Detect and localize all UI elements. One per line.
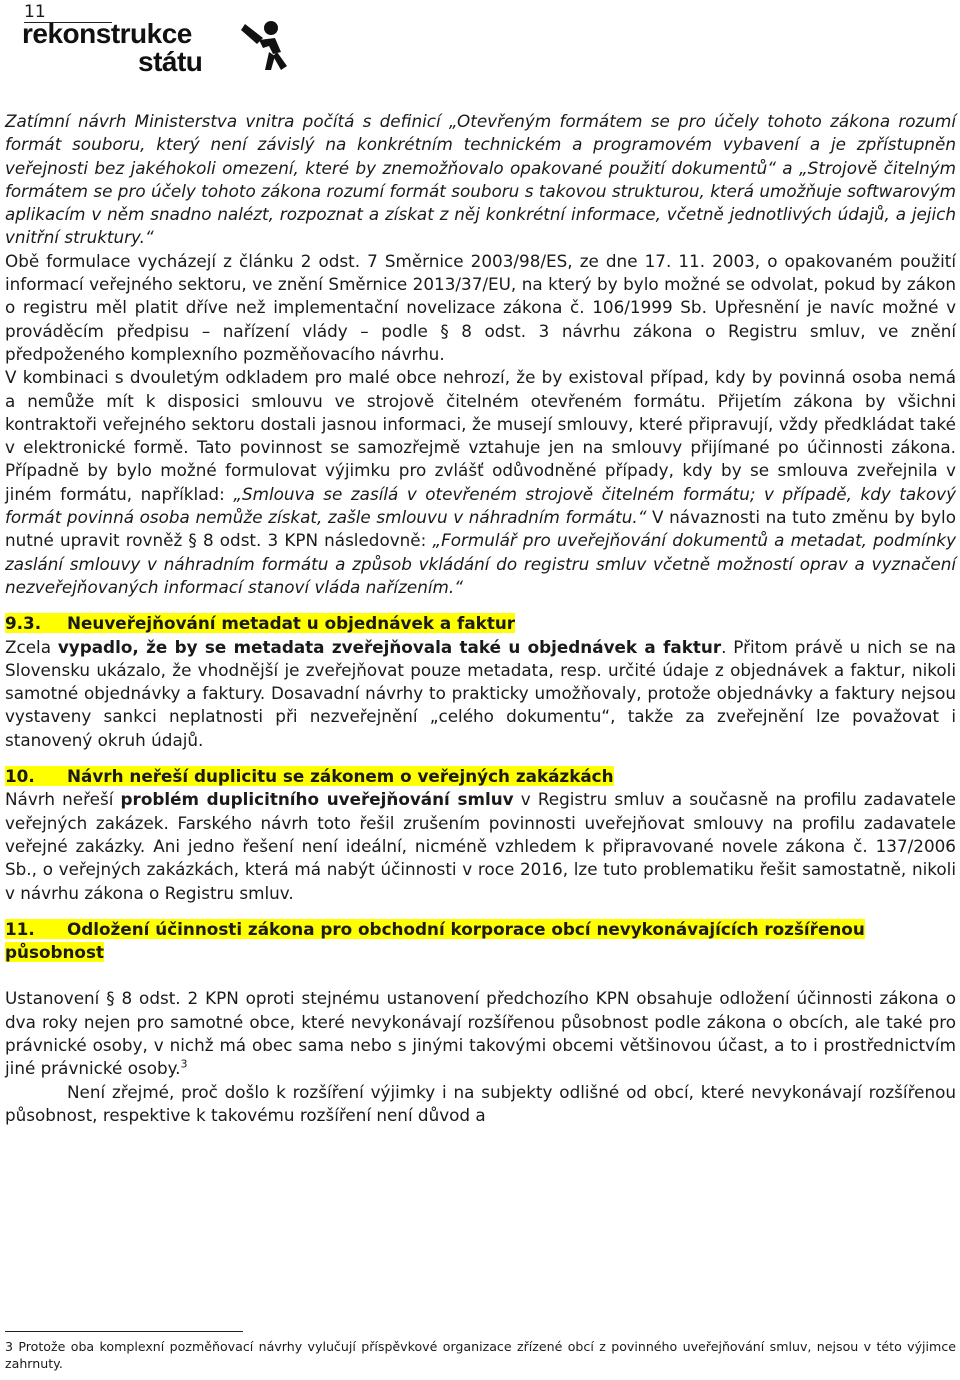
paragraph-section-9-3 xyxy=(5,636,956,752)
footnote-separator xyxy=(5,1331,243,1332)
footnote-text: Protože oba komplexní pozměňovací návrhy vylučují příspěvkové organizace zřízené obcí z povinného uveřejňování smluv, nejsou v této výjimce zahrnuty. xyxy=(5,1339,956,1371)
section-title: Návrh neřeší duplicitu se zákonem o veřejných zakázkách xyxy=(67,766,614,787)
section-title: Odložení účinnosti zákona pro obchodní korporace obcí nevykonávajících rozšířenou působnost xyxy=(5,918,865,963)
logo xyxy=(20,18,290,78)
text-run: V kombinaci s dvouletým odkladem pro malé obce nehrozí, že by existoval případ, kdy by povinná osoba nemá a nemůže mít k disposici smlouvu ve strojově čitelném otevřeném formátu. Přijetím zákona by všichni kontraktoři veřejného sektoru dostali jasnou informaci, že musejí smlouvy, které připravují, vždy předkládat také v elektronické formě. Tato povinnost se samozřejmě vztahuje jen na smlouvy přijímané po účinnosti zákona. Případně by bylo možné formulovat výjimku pro zvlášť odůvodněné případy, kdy by se smlouva zveřejnila v jiném formátu, například: xyxy=(5,367,956,504)
paragraph-combination xyxy=(5,366,956,599)
spacer xyxy=(5,752,956,765)
section-number: 10. xyxy=(5,766,35,787)
page-number: 11 xyxy=(24,2,46,22)
spacer xyxy=(5,599,956,612)
logo-line-2: státu xyxy=(138,46,203,77)
spacer xyxy=(5,905,956,918)
text-run: v Registru smluv a současně na profilu zadavatele veřejných zakázek. Farského návrh toto řešil zrušením povinnosti uveřejňovat smlouvy na profilu zadavatele veřejné zakázky. Ani jedno řešení není ideální, nicméně vzhledem k připravované novele zákona č. 137/2006 Sb., o veřejných zakázkách, která má nabýt účinnosti v roce 2016, lze tuto problematiku řešit samostatně, nikoli v návrhu zákona o Registru smluv. xyxy=(5,789,957,903)
text-run: Ustanovení § 8 odst. 2 KPN oproti stejnému ustanovení předchozího KPN obsahuje odložení účinnosti zákona o dva roky nejen pro samotné obce, které nevykonávají rozšířenou působnost podle zákona o obcích, ale také pro právnické osoby, v nichž má obec sama nebo s jinými takovými obcemi většinovou účast, a to i prostřednictvím jiné právnické osoby. xyxy=(5,988,956,1079)
section-title: Neuveřejňování metadat u objednávek a faktur xyxy=(67,613,516,634)
spacer xyxy=(5,964,956,987)
rebuild-figure-icon xyxy=(235,18,295,78)
paragraph-section-10 xyxy=(5,788,956,904)
footnote xyxy=(5,1338,956,1372)
section-heading-11 xyxy=(5,918,956,965)
text-run-bold: problém duplicitního uveřejňování smluv xyxy=(120,789,514,810)
page-header xyxy=(0,0,960,100)
section-heading-10 xyxy=(5,765,956,788)
paragraph-section-11-continued: Není zřejmé, proč došlo k rozšíření výjimky i na subjekty odlišné od obcí, které nevykonávají rozšířenou působnost, respektive k takovému rozšíření není důvod a xyxy=(5,1081,956,1125)
text-run: Zcela xyxy=(5,636,58,657)
text-run: V návaznosti na tuto změnu by bylo nutné upravit rovněž § 8 odst. 3 KPN následovně: xyxy=(5,507,956,551)
paragraph-directive: Obě formulace vycházejí z článku 2 odst. 7 Směrnice 2003/98/ES, ze dne 17. 11. 2003, o opakovaném použití informací veřejného sektoru, ve znění Směrnice 2013/37/EU, na který by bylo možné se odvolat, pokud by zákon o registru měl platit dříve než implementační novelizace zákona č. 106/1999 Sb. Upřesnění je navíc možné v prováděcím předpisu – nařízení vlády – podle § 8 odst. 3 návrhu zákona o Registru smluv, ve znění předpoženého komplexního pozměňovacího návrhu. xyxy=(5,250,956,364)
text-run-bold: vypadlo, že by se metadata zveřejňovala také u objednávek a faktur xyxy=(57,636,722,657)
paragraph-section-11 xyxy=(5,987,956,1080)
logo-line-1: rekonstrukce xyxy=(22,18,192,49)
text-run-italic: „Smlouva se zasílá v otevřeném strojově čitelném formátu; v případě, kdy takový formát povinná osoba nemůže získat, zašle smlouvu v náhradním formátu.“ xyxy=(5,483,957,528)
text-run-italic: „Formulář pro uveřejňování dokumentů a metadat, podmínky zaslání smlouvy v náhradním formátu a způsob vkládání do registru smluv včetně možností oprav a vyznačení nezveřejňovaných informací stanoví vláda nařízením.“ xyxy=(5,530,957,597)
footnote-reference[interactable]: 3 xyxy=(180,1057,188,1071)
text-run: Návrh neřeší xyxy=(5,789,121,810)
section-number: 11. xyxy=(5,918,35,939)
section-heading-9-3 xyxy=(5,612,956,635)
page-content xyxy=(5,110,956,1127)
section-number: 9.3. xyxy=(5,613,42,634)
paragraph-definitions: Zatímní návrh Ministerstva vnitra počítá s definicí „Otevřeným formátem se pro účely tohoto zákona rozumí formát souboru, který není závislý na konkrétním technickém a programovém vybavení a je zpřístupněn veřejnosti bez jakéhokoli omezení, které by znemožňovalo opakované použití dokumentů“ a „Strojově čitelným formátem se pro účely tohoto zákona rozumí formát souboru s takovou strukturou, která umožňuje softwarovým aplikacím v něm snadno nalézt, rozpoznat a získat z něj konkrétní informace, včetně jednotlivých údajů, a jejich vnitřní struktury.“ xyxy=(5,111,956,248)
text-run: . Přitom právě u nich se na Slovensku ukázalo, že vhodnější je zveřejňovat pouze metadata, resp. určité údaje z objednávek a faktur, nikoli samotné objednávky a faktury. Dosavadní návrhy to prakticky umožňovaly, protože objednávky a faktury nejsou vystaveny sankci neplatnosti při nezveřejnění „celého dokumentu“, takže za zveřejnění lze považovat i stanovený okruh údajů. xyxy=(5,636,956,750)
footnote-marker: 3 xyxy=(5,1339,14,1354)
